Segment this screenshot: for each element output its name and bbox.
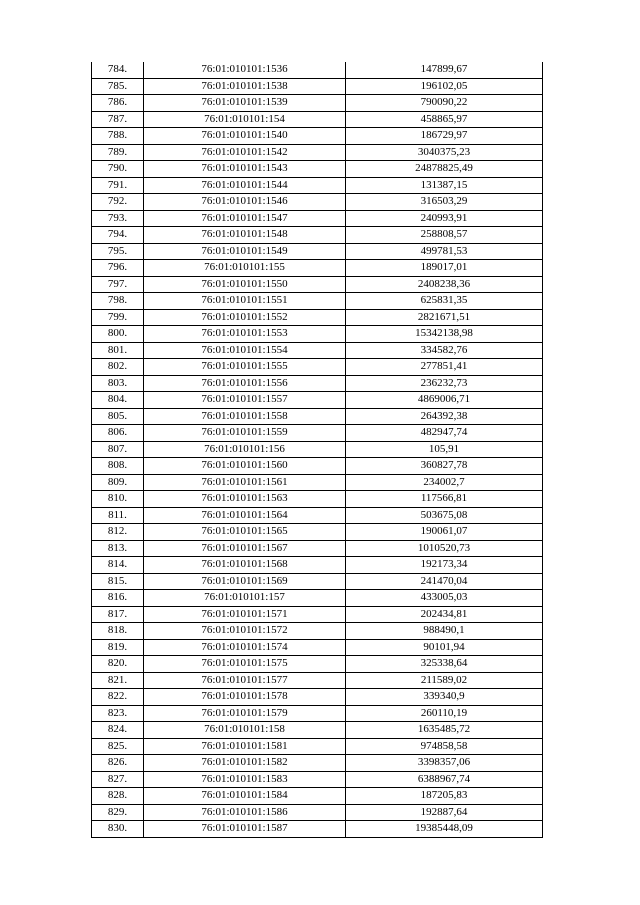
row-number-cell: 808.	[92, 458, 144, 475]
row-number-cell: 802.	[92, 359, 144, 376]
row-number-cell: 822.	[92, 689, 144, 706]
cadastral-value-cell: 131387,15	[346, 177, 543, 194]
cadastral-number-cell: 76:01:010101:1558	[144, 408, 346, 425]
row-number-cell: 814.	[92, 557, 144, 574]
cadastral-number-cell: 76:01:010101:1584	[144, 788, 346, 805]
row-number-cell: 789.	[92, 144, 144, 161]
table-row	[92, 738, 543, 755]
table-row	[92, 194, 543, 211]
table-row	[92, 293, 543, 310]
cadastral-value-cell: 240993,91	[346, 210, 543, 227]
cadastral-number-cell: 76:01:010101:1564	[144, 507, 346, 524]
table-row	[92, 260, 543, 277]
row-number-cell: 828.	[92, 788, 144, 805]
cadastral-value-cell: 1010520,73	[346, 540, 543, 557]
row-number-cell: 784.	[92, 62, 144, 78]
cadastral-value-cell: 187205,83	[346, 788, 543, 805]
cadastral-number-cell: 76:01:010101:1567	[144, 540, 346, 557]
table-row	[92, 689, 543, 706]
cadastral-number-cell: 76:01:010101:1559	[144, 425, 346, 442]
cadastral-value-cell: 325338,64	[346, 656, 543, 673]
cadastral-value-cell: 202434,81	[346, 606, 543, 623]
row-number-cell: 795.	[92, 243, 144, 260]
row-number-cell: 790.	[92, 161, 144, 178]
cadastral-number-cell: 76:01:010101:1556	[144, 375, 346, 392]
cadastral-number-cell: 76:01:010101:1536	[144, 62, 346, 78]
cadastral-value-cell: 988490,1	[346, 623, 543, 640]
table-row	[92, 788, 543, 805]
row-number-cell: 792.	[92, 194, 144, 211]
cadastral-value-cell: 19385448,09	[346, 821, 543, 838]
table-row	[92, 705, 543, 722]
table-row	[92, 606, 543, 623]
cadastral-number-cell: 76:01:010101:1569	[144, 573, 346, 590]
table-row	[92, 722, 543, 739]
row-number-cell: 810.	[92, 491, 144, 508]
cadastral-value-cell: 192173,34	[346, 557, 543, 574]
cadastral-value-cell: 117566,81	[346, 491, 543, 508]
table-body	[92, 62, 543, 837]
row-number-cell: 830.	[92, 821, 144, 838]
row-number-cell: 816.	[92, 590, 144, 607]
row-number-cell: 824.	[92, 722, 144, 739]
cadastral-value-cell: 258808,57	[346, 227, 543, 244]
table-row	[92, 62, 543, 78]
cadastral-number-cell: 76:01:010101:1581	[144, 738, 346, 755]
cadastral-number-cell: 76:01:010101:155	[144, 260, 346, 277]
cadastral-value-cell: 264392,38	[346, 408, 543, 425]
row-number-cell: 829.	[92, 804, 144, 821]
row-number-cell: 794.	[92, 227, 144, 244]
row-number-cell: 823.	[92, 705, 144, 722]
row-number-cell: 796.	[92, 260, 144, 277]
cadastral-number-cell: 76:01:010101:1542	[144, 144, 346, 161]
cadastral-number-cell: 76:01:010101:1549	[144, 243, 346, 260]
cadastral-value-cell: 90101,94	[346, 639, 543, 656]
cadastral-number-cell: 76:01:010101:156	[144, 441, 346, 458]
table-row	[92, 573, 543, 590]
cadastral-value-cell: 790090,22	[346, 95, 543, 112]
table-row	[92, 392, 543, 409]
cadastral-value-cell: 499781,53	[346, 243, 543, 260]
table-row	[92, 276, 543, 293]
cadastral-number-cell: 76:01:010101:1571	[144, 606, 346, 623]
cadastral-value-cell: 3398357,06	[346, 755, 543, 772]
row-number-cell: 820.	[92, 656, 144, 673]
cadastral-value-cell: 360827,78	[346, 458, 543, 475]
cadastral-number-cell: 76:01:010101:1575	[144, 656, 346, 673]
row-number-cell: 786.	[92, 95, 144, 112]
table-row	[92, 227, 543, 244]
cadastral-number-cell: 76:01:010101:1555	[144, 359, 346, 376]
cadastral-value-cell: 190061,07	[346, 524, 543, 541]
cadastral-number-cell: 76:01:010101:1565	[144, 524, 346, 541]
row-number-cell: 809.	[92, 474, 144, 491]
cadastral-value-cell: 6388967,74	[346, 771, 543, 788]
cadastral-number-cell: 76:01:010101:1552	[144, 309, 346, 326]
row-number-cell: 825.	[92, 738, 144, 755]
cadastral-value-cell: 241470,04	[346, 573, 543, 590]
cadastral-value-cell: 458865,97	[346, 111, 543, 128]
table-row	[92, 161, 543, 178]
cadastral-number-cell: 76:01:010101:1583	[144, 771, 346, 788]
table-row	[92, 95, 543, 112]
cadastral-number-cell: 76:01:010101:1553	[144, 326, 346, 343]
cadastral-number-cell: 76:01:010101:1538	[144, 78, 346, 95]
row-number-cell: 818.	[92, 623, 144, 640]
row-number-cell: 819.	[92, 639, 144, 656]
table-row	[92, 342, 543, 359]
table-row	[92, 507, 543, 524]
cadastral-value-cell: 277851,41	[346, 359, 543, 376]
cadastral-number-cell: 76:01:010101:1557	[144, 392, 346, 409]
row-number-cell: 793.	[92, 210, 144, 227]
row-number-cell: 801.	[92, 342, 144, 359]
row-number-cell: 807.	[92, 441, 144, 458]
cadastral-number-cell: 76:01:010101:1550	[144, 276, 346, 293]
cadastral-value-cell: 15342138,98	[346, 326, 543, 343]
cadastral-value-cell: 236232,73	[346, 375, 543, 392]
row-number-cell: 827.	[92, 771, 144, 788]
cadastral-number-cell: 76:01:010101:1574	[144, 639, 346, 656]
cadastral-value-cell: 339340,9	[346, 689, 543, 706]
table-row	[92, 425, 543, 442]
cadastral-value-table	[91, 62, 543, 838]
cadastral-value-cell: 503675,08	[346, 507, 543, 524]
cadastral-value-cell: 974858,58	[346, 738, 543, 755]
cadastral-number-cell: 76:01:010101:1551	[144, 293, 346, 310]
cadastral-value-cell: 3040375,23	[346, 144, 543, 161]
row-number-cell: 799.	[92, 309, 144, 326]
row-number-cell: 811.	[92, 507, 144, 524]
table-row	[92, 623, 543, 640]
cadastral-value-cell: 316503,29	[346, 194, 543, 211]
cadastral-value-cell: 260110,19	[346, 705, 543, 722]
table-row	[92, 309, 543, 326]
table-row	[92, 375, 543, 392]
cadastral-value-cell: 196102,05	[346, 78, 543, 95]
table-row	[92, 755, 543, 772]
table-row	[92, 672, 543, 689]
cadastral-number-cell: 76:01:010101:1539	[144, 95, 346, 112]
cadastral-number-cell: 76:01:010101:1577	[144, 672, 346, 689]
cadastral-number-cell: 76:01:010101:1544	[144, 177, 346, 194]
cadastral-value-cell: 147899,67	[346, 62, 543, 78]
table-row	[92, 474, 543, 491]
row-number-cell: 791.	[92, 177, 144, 194]
cadastral-number-cell: 76:01:010101:1546	[144, 194, 346, 211]
cadastral-value-cell: 482947,74	[346, 425, 543, 442]
table-row	[92, 821, 543, 838]
table-row	[92, 326, 543, 343]
cadastral-number-cell: 76:01:010101:1582	[144, 755, 346, 772]
table-row	[92, 359, 543, 376]
cadastral-number-cell: 76:01:010101:1587	[144, 821, 346, 838]
cadastral-value-cell: 192887,64	[346, 804, 543, 821]
cadastral-value-cell: 2821671,51	[346, 309, 543, 326]
cadastral-value-cell: 1635485,72	[346, 722, 543, 739]
cadastral-number-cell: 76:01:010101:157	[144, 590, 346, 607]
cadastral-value-cell: 334582,76	[346, 342, 543, 359]
cadastral-number-cell: 76:01:010101:158	[144, 722, 346, 739]
cadastral-number-cell: 76:01:010101:1561	[144, 474, 346, 491]
row-number-cell: 804.	[92, 392, 144, 409]
cadastral-number-cell: 76:01:010101:1554	[144, 342, 346, 359]
table-row	[92, 771, 543, 788]
row-number-cell: 815.	[92, 573, 144, 590]
cadastral-value-cell: 211589,02	[346, 672, 543, 689]
cadastral-value-cell: 105,91	[346, 441, 543, 458]
cadastral-value-cell: 24878825,49	[346, 161, 543, 178]
row-number-cell: 797.	[92, 276, 144, 293]
table-row	[92, 210, 543, 227]
cadastral-value-cell: 186729,97	[346, 128, 543, 145]
cadastral-number-cell: 76:01:010101:1579	[144, 705, 346, 722]
row-number-cell: 787.	[92, 111, 144, 128]
row-number-cell: 803.	[92, 375, 144, 392]
table-row	[92, 458, 543, 475]
cadastral-number-cell: 76:01:010101:1568	[144, 557, 346, 574]
cadastral-value-cell: 189017,01	[346, 260, 543, 277]
cadastral-number-cell: 76:01:010101:154	[144, 111, 346, 128]
table-row	[92, 111, 543, 128]
table-row	[92, 128, 543, 145]
table-row	[92, 540, 543, 557]
table-row	[92, 557, 543, 574]
cadastral-number-cell: 76:01:010101:1586	[144, 804, 346, 821]
table-row	[92, 243, 543, 260]
cadastral-number-cell: 76:01:010101:1578	[144, 689, 346, 706]
table-row	[92, 144, 543, 161]
cadastral-number-cell: 76:01:010101:1540	[144, 128, 346, 145]
row-number-cell: 806.	[92, 425, 144, 442]
cadastral-value-cell: 433005,03	[346, 590, 543, 607]
table-row	[92, 408, 543, 425]
cadastral-value-cell: 625831,35	[346, 293, 543, 310]
cadastral-number-cell: 76:01:010101:1572	[144, 623, 346, 640]
cadastral-number-cell: 76:01:010101:1547	[144, 210, 346, 227]
table-row	[92, 524, 543, 541]
row-number-cell: 813.	[92, 540, 144, 557]
cadastral-number-cell: 76:01:010101:1543	[144, 161, 346, 178]
table-row	[92, 804, 543, 821]
row-number-cell: 812.	[92, 524, 144, 541]
row-number-cell: 821.	[92, 672, 144, 689]
row-number-cell: 826.	[92, 755, 144, 772]
cadastral-value-cell: 4869006,71	[346, 392, 543, 409]
table-row	[92, 590, 543, 607]
cadastral-value-cell: 234002,7	[346, 474, 543, 491]
row-number-cell: 788.	[92, 128, 144, 145]
table-row	[92, 491, 543, 508]
row-number-cell: 798.	[92, 293, 144, 310]
cadastral-number-cell: 76:01:010101:1560	[144, 458, 346, 475]
cadastral-number-cell: 76:01:010101:1548	[144, 227, 346, 244]
row-number-cell: 800.	[92, 326, 144, 343]
table-row	[92, 78, 543, 95]
cadastral-number-cell: 76:01:010101:1563	[144, 491, 346, 508]
row-number-cell: 785.	[92, 78, 144, 95]
cadastral-value-cell: 2408238,36	[346, 276, 543, 293]
table-row	[92, 656, 543, 673]
table-row	[92, 177, 543, 194]
table-row	[92, 639, 543, 656]
row-number-cell: 817.	[92, 606, 144, 623]
table-row	[92, 441, 543, 458]
row-number-cell: 805.	[92, 408, 144, 425]
